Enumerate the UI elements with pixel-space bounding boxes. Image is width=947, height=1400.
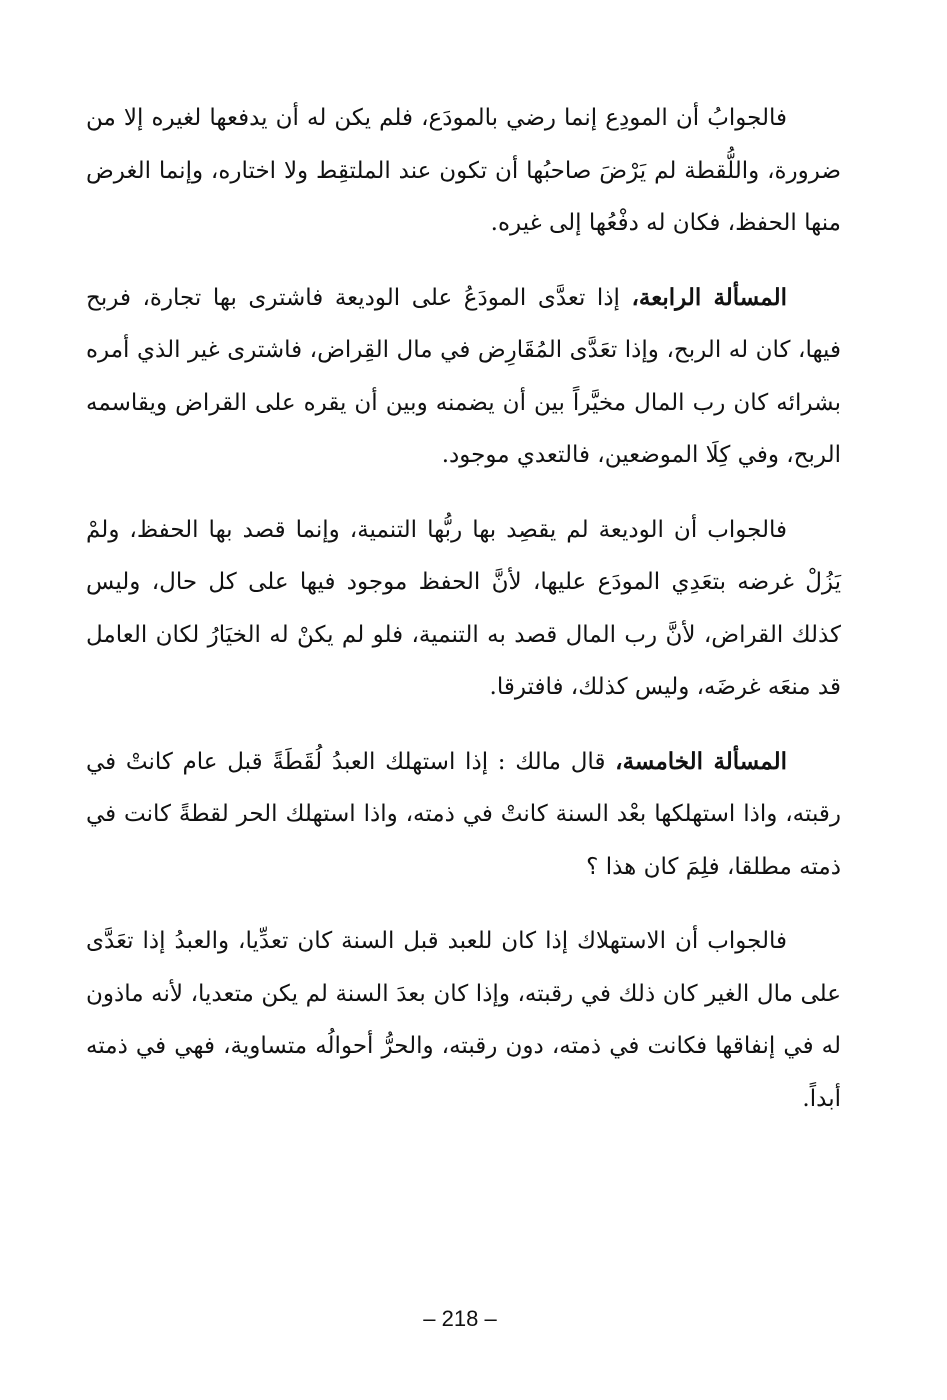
paragraph-text: قال مالك : إذا استهلك العبدُ لُقَطَةً قبل عام كانتْ في رقبته، واذا استهلكها بعْد السنة كانتْ في ذمته، واذا استهلك الحر لقطةً كانت في ذمته مطلقا، فلِمَ كان هذا ؟ [86, 748, 841, 880]
paragraph-answer-profit [86, 504, 841, 714]
paragraph-text: فالجوابُ أن المودِع إنما رضي بالمودَع، فلم يكن له أن يدفعها لغيره إلا من ضرورة، واللُّقطة لم يَرْضَ صاحبُها أن تكون عند الملتقِط ولا اختاره، وإنما الغرض منها الحفظ، فكان له دفْعُها إلى غيره. [86, 105, 841, 236]
paragraph-text: إذا تعدَّى المودَعُ على الوديعة فاشترى بها تجارة، فربح فيها، كان له الربح، وإذا تعَدَّى المُقَارِض في مال القِراض، فاشترى غير الذي أمره بشرائه كان رب المال مخيَّراً بين أن يضمنه وبين أن يقره على القراض ويقاسمه الربح، وفي كِلَا الموضعين، فالتعدي موجود. [86, 284, 841, 468]
paragraph-text: فالجواب أن الاستهلاك إذا كان للعبد قبل السنة كان تعدِّيا، والعبدُ إذا تعَدَّى على مال الغير كان ذلك في رقبته، وإذا كان بعدَ السنة لم يكن متعديا، لأنه ماذون له في إنفاقها فكانت في ذمته، دون رقبته، والحرُّ أحوالُه متساوية، فهي في ذمته أبداً. [86, 928, 841, 1112]
paragraph-issue-five [86, 736, 841, 894]
paragraph-answer-consumption [86, 915, 841, 1125]
issue-heading-five: المسألة الخامسة، [615, 747, 787, 775]
paragraph-issue-four [86, 272, 841, 482]
page-body [86, 92, 841, 1147]
page-number: – 218 – [423, 1306, 497, 1331]
issue-heading-four: المسألة الرابعة، [631, 283, 788, 311]
paragraph-text: فالجواب أن الوديعة لم يقصِد بها ربُّها التنمية، وإنما قصد بها الحفظ، ولمْ يَزُلْ غرضه بتعَدِي المودَع عليها، لأنَّ الحفظ موجود فيها على كل حال، وليس كذلك القراض، لأنَّ رب المال قصد به التنمية، فلو لم يكنْ له الخيَارُ لكان العامل قد منعَه غرضَه، وليس كذلك، فافترقا. [86, 516, 841, 700]
paragraph-answer-deposit [86, 92, 841, 250]
